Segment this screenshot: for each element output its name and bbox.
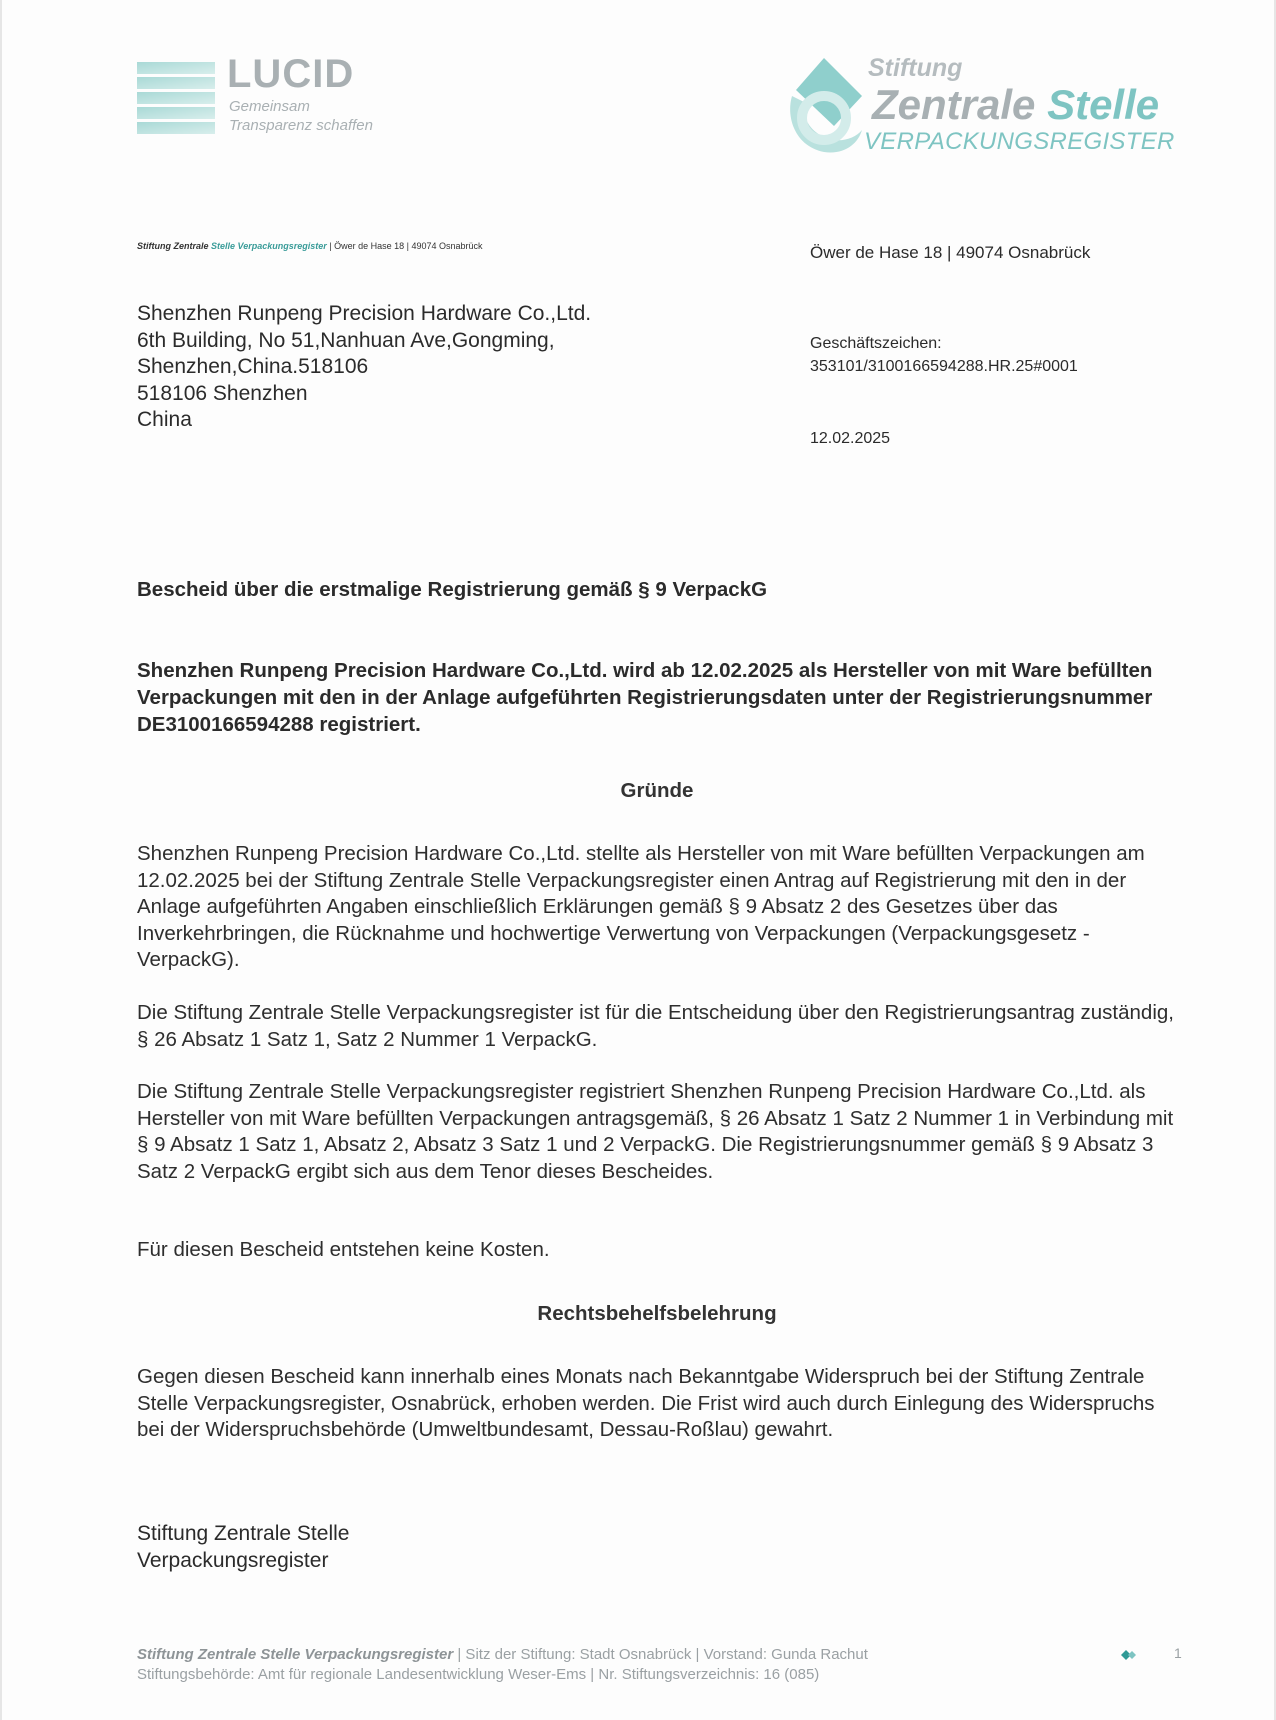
reference-value: 353101/3100166594288.HR.25#0001 [810,358,1078,375]
letter-date: 12.02.2025 [810,430,891,447]
document-page [2,0,1274,1720]
return-address-line [137,241,483,251]
lucid-logo [137,52,437,147]
recipient-line: 518106 Shenzhen [137,381,308,405]
return-address-rest: | Öwer de Hase 18 | 49074 Osnabrück [326,241,483,251]
recipient-line: Shenzhen Runpeng Precision Hardware Co.,Ltd. [137,302,592,325]
zsvr-mark-icon [784,56,866,156]
page-footer [137,1645,868,1685]
return-org-part1: Stiftung Zentrale [137,241,209,251]
zsvr-register-text: VERPACKUNGSREGISTER [864,128,1175,155]
signature-line2: Verpackungsregister [137,1549,329,1572]
return-org-part2: Stelle Verpackungsregister [211,241,327,251]
signature-line1: Stiftung Zentrale Stelle [137,1522,350,1545]
grounds-paragraph-1: Shenzhen Runpeng Precision Hardware Co.,Ltd. stellte als Hersteller von mit Ware befüllten Verpackungen am 12.02.2025 bei der Stiftung Zentrale Stelle Verpackungsregister einen Antrag auf Registrierung mit den in der Anlage aufgeführten Angaben einschließlich Erklärungen gemäß § 9 Absatz 2 des Gesetzes über das Inverkehrbringen, die Rücknahme und hochwertige Verwertung von Verpackungen (Verpackungsgesetz - VerpackG). [137,842,1145,971]
grounds-paragraph-2: Die Stiftung Zentrale Stelle Verpackungsregister ist für die Entscheidung über den Registrierungsantrag zuständig, § 26 Absatz 1 Satz 1, Satz 2 Nummer 1 VerpackG. [137,1001,1174,1051]
recipient-line: Shenzhen,China.518106 [137,355,369,378]
lucid-tagline-line2: Transparenz schaffen [229,117,373,134]
remedy-heading: Rechtsbehelfsbelehrung [537,1302,777,1325]
recipient-line: China [137,408,192,431]
reference-label: Geschäftszeichen: [810,335,942,352]
lucid-tagline-line1: Gemeinsam [229,98,310,115]
page-number: 1 [1174,1645,1182,1661]
grounds-paragraph-4: Für diesen Bescheid entstehen keine Kosten. [137,1238,550,1261]
subject-line: Bescheid über die erstmalige Registrierung gemäß § 9 VerpackG [137,578,768,601]
lucid-tagline [229,97,373,135]
remedy-paragraph: Gegen diesen Bescheid kann innerhalb eines Monats nach Bekanntgabe Widerspruch bei der Stiftung Zentrale Stelle Verpackungsregister, Osnabrück, erhoben werden. Die Frist wird auch durch Einlegung des Widerspruchs bei der Widerspruchsbehörde (Umweltbundesamt, Dessau-Roßlau) gewahrt. [137,1365,1155,1441]
footer-line1 [137,1645,868,1665]
footer-line1-rest: | Sitz der Stiftung: Stadt Osnabrück | Vorstand: Gunda Rachut [453,1646,868,1663]
footer-org: Stiftung Zentrale Stelle Verpackungsregister [137,1646,454,1663]
decision-tenor: Shenzhen Runpeng Precision Hardware Co.,Ltd. wird ab 12.02.2025 als Hersteller von mit Ware befüllten Verpackungen mit den in der Anlage aufgeführten Registrierungsdaten unter der Registrierungsnummer DE3100166594288 registriert. [137,659,1153,736]
zsvr-mark-icon [1119,1648,1137,1662]
recipient-address [137,301,591,434]
grounds-heading: Gründe [620,779,694,802]
footer-line2: Stiftungsbehörde: Amt für regionale Landesentwicklung Weser-Ems | Nr. Stiftungsverzeichnis: 16 (085) [137,1666,820,1683]
signature-block [137,1520,349,1574]
zsvr-stiftung-text: Stiftung [868,54,963,82]
zsvr-name-part2: Stelle [1047,81,1160,128]
lucid-wordmark: LUCID [227,52,355,96]
zsvr-name [872,82,1159,128]
recipient-line: 6th Building, No 51,Nanhuan Ave,Gongming, [137,328,555,352]
lucid-blocks-icon [137,58,217,138]
zsvr-logo [784,52,1204,162]
sender-address: Öwer de Hase 18 | 49074 Osnabrück [810,243,1091,262]
grounds-paragraph-3: Die Stiftung Zentrale Stelle Verpackungsregister registriert Shenzhen Runpeng Precision Hardware Co.,Ltd. als Hersteller von mit Ware befüllten Verpackungen antragsgemäß, § 26 Absatz 1 Satz 2 Nummer 1 in Verbindung mit § 9 Absatz 1 Satz 1, Absatz 2, Absatz 3 Satz 1 und 2 VerpackG. Die Registrierungsnummer gemäß § 9 Absatz 3 Satz 2 VerpackG ergibt sich aus dem Tenor dieses Bescheides. [137,1080,1174,1183]
zsvr-name-part1: Zentrale [872,81,1036,128]
